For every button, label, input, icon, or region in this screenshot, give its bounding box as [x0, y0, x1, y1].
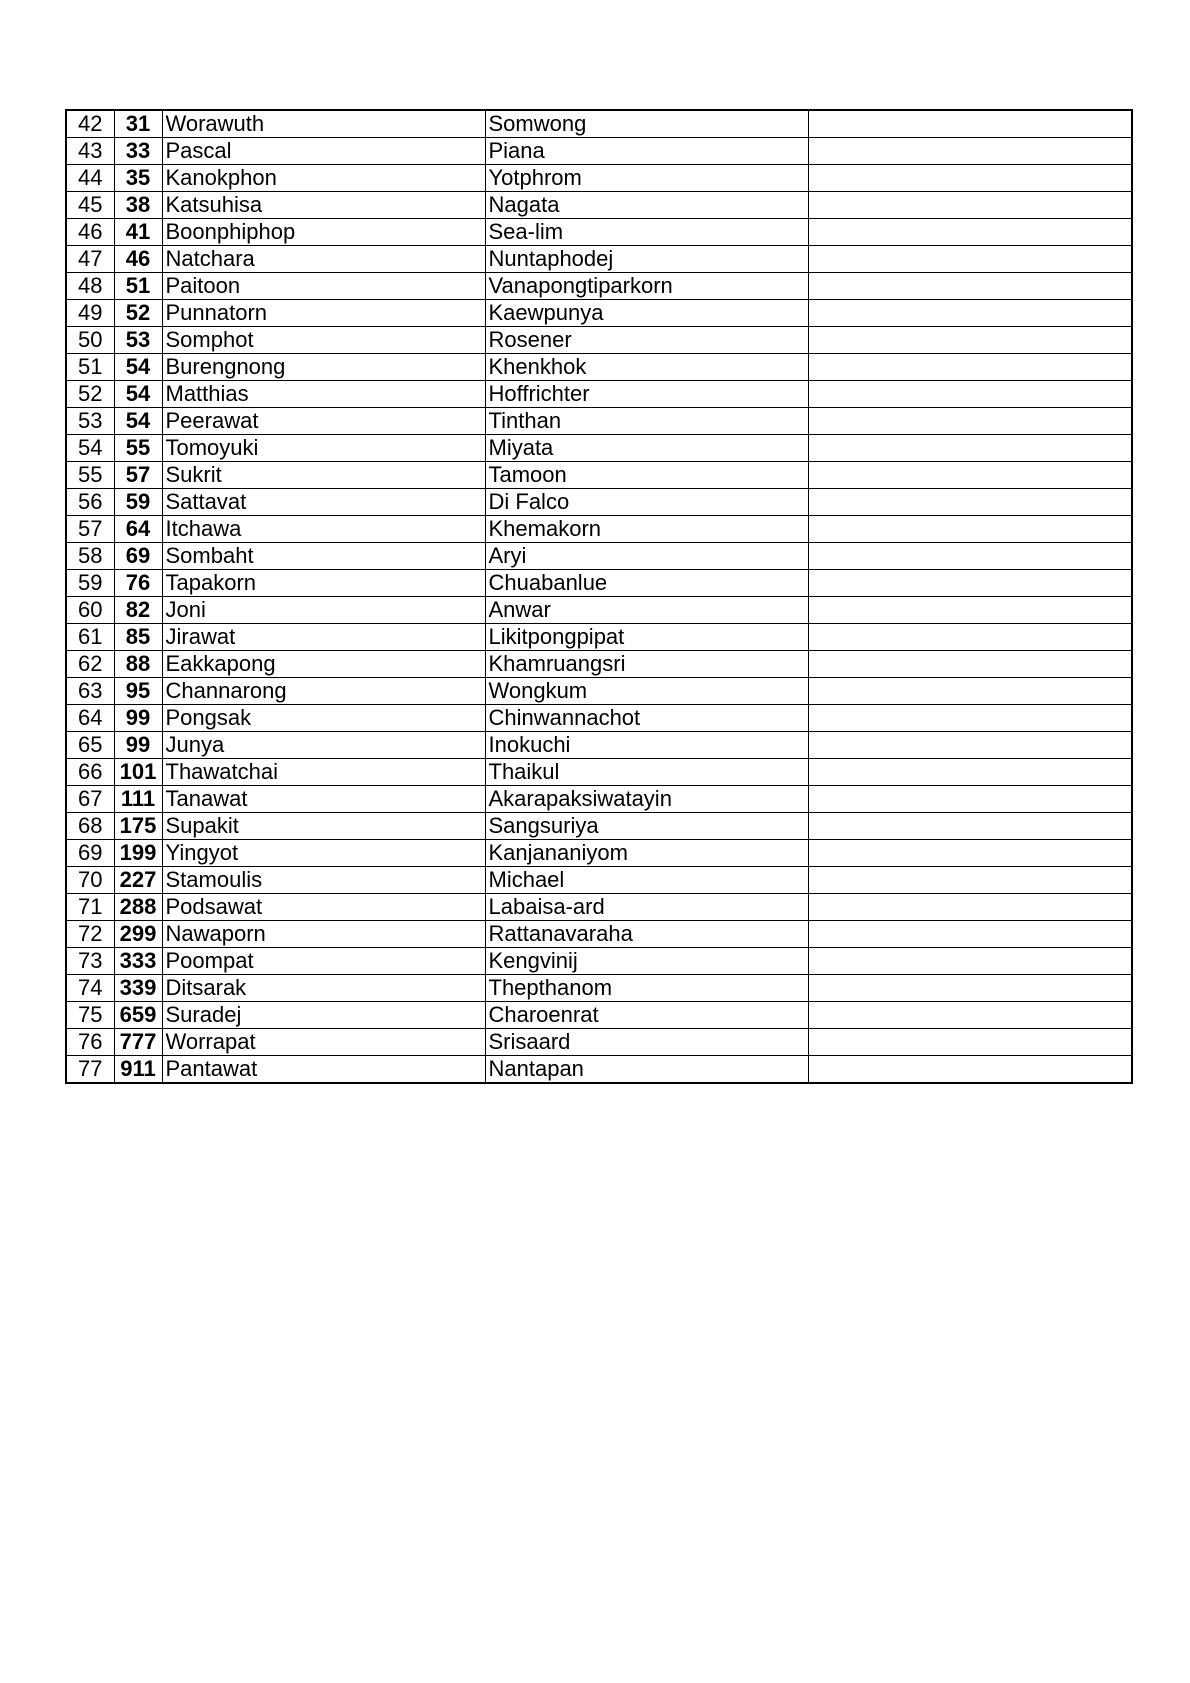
blank-cell [808, 489, 1132, 516]
table-row [66, 840, 1132, 867]
blank-cell [808, 192, 1132, 219]
blank-cell [808, 624, 1132, 651]
blank-cell [808, 543, 1132, 570]
last-name-cell: Aryi [485, 543, 808, 570]
table-row [66, 813, 1132, 840]
bib-number-cell: 35 [114, 165, 162, 192]
blank-cell [808, 327, 1132, 354]
bib-number-cell: 88 [114, 651, 162, 678]
blank-cell [808, 840, 1132, 867]
bib-number-cell: 339 [114, 975, 162, 1002]
blank-cell [808, 786, 1132, 813]
blank-cell [808, 435, 1132, 462]
first-name-cell: Eakkapong [162, 651, 485, 678]
first-name-cell: Worawuth [162, 110, 485, 138]
last-name-cell: Nuntaphodej [485, 246, 808, 273]
table-row [66, 651, 1132, 678]
blank-cell [808, 381, 1132, 408]
blank-cell [808, 678, 1132, 705]
last-name-cell: Anwar [485, 597, 808, 624]
table-row [66, 1029, 1132, 1056]
first-name-cell: Pongsak [162, 705, 485, 732]
table-row [66, 435, 1132, 462]
first-name-cell: Joni [162, 597, 485, 624]
first-name-cell: Somphot [162, 327, 485, 354]
table-row [66, 516, 1132, 543]
blank-cell [808, 300, 1132, 327]
first-name-cell: Suradej [162, 1002, 485, 1029]
last-name-cell: Yotphrom [485, 165, 808, 192]
bib-number-cell: 46 [114, 246, 162, 273]
table-row [66, 273, 1132, 300]
blank-cell [808, 1029, 1132, 1056]
row-number-cell: 73 [66, 948, 114, 975]
bib-number-cell: 333 [114, 948, 162, 975]
row-number-cell: 70 [66, 867, 114, 894]
table-row [66, 732, 1132, 759]
first-name-cell: Poompat [162, 948, 485, 975]
row-number-cell: 48 [66, 273, 114, 300]
bib-number-cell: 54 [114, 381, 162, 408]
last-name-cell: Hoffrichter [485, 381, 808, 408]
last-name-cell: Likitpongpipat [485, 624, 808, 651]
row-number-cell: 66 [66, 759, 114, 786]
row-number-cell: 47 [66, 246, 114, 273]
last-name-cell: Srisaard [485, 1029, 808, 1056]
table-row [66, 975, 1132, 1002]
table-row [66, 381, 1132, 408]
blank-cell [808, 921, 1132, 948]
table-row [66, 192, 1132, 219]
bib-number-cell: 777 [114, 1029, 162, 1056]
last-name-cell: Nagata [485, 192, 808, 219]
table-row [66, 624, 1132, 651]
last-name-cell: Piana [485, 138, 808, 165]
first-name-cell: Punnatorn [162, 300, 485, 327]
bib-number-cell: 99 [114, 732, 162, 759]
first-name-cell: Channarong [162, 678, 485, 705]
bib-number-cell: 288 [114, 894, 162, 921]
row-number-cell: 77 [66, 1056, 114, 1084]
table-row [66, 678, 1132, 705]
table-row [66, 1002, 1132, 1029]
bib-number-cell: 175 [114, 813, 162, 840]
first-name-cell: Jirawat [162, 624, 485, 651]
first-name-cell: Kanokphon [162, 165, 485, 192]
table-row [66, 300, 1132, 327]
row-number-cell: 51 [66, 354, 114, 381]
first-name-cell: Sattavat [162, 489, 485, 516]
row-number-cell: 71 [66, 894, 114, 921]
row-number-cell: 55 [66, 462, 114, 489]
first-name-cell: Peerawat [162, 408, 485, 435]
last-name-cell: Sea-lim [485, 219, 808, 246]
blank-cell [808, 1056, 1132, 1084]
bib-number-cell: 76 [114, 570, 162, 597]
blank-cell [808, 570, 1132, 597]
first-name-cell: Yingyot [162, 840, 485, 867]
bib-number-cell: 52 [114, 300, 162, 327]
roster-table [65, 109, 1133, 1084]
row-number-cell: 58 [66, 543, 114, 570]
bib-number-cell: 51 [114, 273, 162, 300]
blank-cell [808, 705, 1132, 732]
table-row [66, 165, 1132, 192]
table-row [66, 327, 1132, 354]
last-name-cell: Kengvinij [485, 948, 808, 975]
table-row [66, 1056, 1132, 1084]
blank-cell [808, 732, 1132, 759]
bib-number-cell: 659 [114, 1002, 162, 1029]
bib-number-cell: 64 [114, 516, 162, 543]
first-name-cell: Podsawat [162, 894, 485, 921]
first-name-cell: Itchawa [162, 516, 485, 543]
row-number-cell: 76 [66, 1029, 114, 1056]
last-name-cell: Kanjananiyom [485, 840, 808, 867]
first-name-cell: Stamoulis [162, 867, 485, 894]
bib-number-cell: 59 [114, 489, 162, 516]
bib-number-cell: 99 [114, 705, 162, 732]
last-name-cell: Labaisa-ard [485, 894, 808, 921]
last-name-cell: Khenkhok [485, 354, 808, 381]
blank-cell [808, 110, 1132, 138]
table-row [66, 921, 1132, 948]
first-name-cell: Katsuhisa [162, 192, 485, 219]
row-number-cell: 74 [66, 975, 114, 1002]
last-name-cell: Chuabanlue [485, 570, 808, 597]
last-name-cell: Sangsuriya [485, 813, 808, 840]
row-number-cell: 53 [66, 408, 114, 435]
table-row [66, 759, 1132, 786]
row-number-cell: 62 [66, 651, 114, 678]
blank-cell [808, 408, 1132, 435]
blank-cell [808, 867, 1132, 894]
bib-number-cell: 69 [114, 543, 162, 570]
bib-number-cell: 101 [114, 759, 162, 786]
last-name-cell: Nantapan [485, 1056, 808, 1084]
blank-cell [808, 948, 1132, 975]
blank-cell [808, 894, 1132, 921]
row-number-cell: 64 [66, 705, 114, 732]
row-number-cell: 59 [66, 570, 114, 597]
row-number-cell: 75 [66, 1002, 114, 1029]
table-row [66, 948, 1132, 975]
row-number-cell: 52 [66, 381, 114, 408]
first-name-cell: Tomoyuki [162, 435, 485, 462]
row-number-cell: 49 [66, 300, 114, 327]
table-row [66, 489, 1132, 516]
blank-cell [808, 1002, 1132, 1029]
last-name-cell: Somwong [485, 110, 808, 138]
last-name-cell: Thepthanom [485, 975, 808, 1002]
last-name-cell: Akarapaksiwatayin [485, 786, 808, 813]
first-name-cell: Sombaht [162, 543, 485, 570]
bib-number-cell: 911 [114, 1056, 162, 1084]
first-name-cell: Supakit [162, 813, 485, 840]
table-row [66, 246, 1132, 273]
last-name-cell: Rattanavaraha [485, 921, 808, 948]
first-name-cell: Pantawat [162, 1056, 485, 1084]
first-name-cell: Ditsarak [162, 975, 485, 1002]
first-name-cell: Tanawat [162, 786, 485, 813]
table-row [66, 462, 1132, 489]
bib-number-cell: 85 [114, 624, 162, 651]
row-number-cell: 67 [66, 786, 114, 813]
last-name-cell: Di Falco [485, 489, 808, 516]
row-number-cell: 44 [66, 165, 114, 192]
table-row [66, 543, 1132, 570]
table-row [66, 867, 1132, 894]
table-row [66, 570, 1132, 597]
first-name-cell: Worrapat [162, 1029, 485, 1056]
last-name-cell: Thaikul [485, 759, 808, 786]
row-number-cell: 61 [66, 624, 114, 651]
bib-number-cell: 95 [114, 678, 162, 705]
row-number-cell: 65 [66, 732, 114, 759]
blank-cell [808, 246, 1132, 273]
blank-cell [808, 813, 1132, 840]
last-name-cell: Khemakorn [485, 516, 808, 543]
bib-number-cell: 33 [114, 138, 162, 165]
bib-number-cell: 38 [114, 192, 162, 219]
blank-cell [808, 354, 1132, 381]
last-name-cell: Tinthan [485, 408, 808, 435]
blank-cell [808, 462, 1132, 489]
table-row [66, 408, 1132, 435]
row-number-cell: 68 [66, 813, 114, 840]
table-row [66, 110, 1132, 138]
bib-number-cell: 31 [114, 110, 162, 138]
last-name-cell: Chinwannachot [485, 705, 808, 732]
last-name-cell: Vanapongtiparkorn [485, 273, 808, 300]
last-name-cell: Charoenrat [485, 1002, 808, 1029]
table-row [66, 597, 1132, 624]
row-number-cell: 42 [66, 110, 114, 138]
bib-number-cell: 54 [114, 354, 162, 381]
table-row [66, 138, 1132, 165]
first-name-cell: Matthias [162, 381, 485, 408]
row-number-cell: 56 [66, 489, 114, 516]
bib-number-cell: 111 [114, 786, 162, 813]
first-name-cell: Nawaporn [162, 921, 485, 948]
table-row [66, 786, 1132, 813]
first-name-cell: Sukrit [162, 462, 485, 489]
last-name-cell: Inokuchi [485, 732, 808, 759]
row-number-cell: 46 [66, 219, 114, 246]
table-row [66, 219, 1132, 246]
bib-number-cell: 57 [114, 462, 162, 489]
bib-number-cell: 55 [114, 435, 162, 462]
last-name-cell: Wongkum [485, 678, 808, 705]
bib-number-cell: 53 [114, 327, 162, 354]
blank-cell [808, 975, 1132, 1002]
row-number-cell: 50 [66, 327, 114, 354]
first-name-cell: Junya [162, 732, 485, 759]
first-name-cell: Boonphiphop [162, 219, 485, 246]
bib-number-cell: 299 [114, 921, 162, 948]
blank-cell [808, 273, 1132, 300]
roster-table-body [66, 110, 1132, 1083]
table-row [66, 354, 1132, 381]
blank-cell [808, 219, 1132, 246]
last-name-cell: Miyata [485, 435, 808, 462]
blank-cell [808, 138, 1132, 165]
last-name-cell: Tamoon [485, 462, 808, 489]
last-name-cell: Michael [485, 867, 808, 894]
blank-cell [808, 516, 1132, 543]
row-number-cell: 69 [66, 840, 114, 867]
first-name-cell: Burengnong [162, 354, 485, 381]
last-name-cell: Rosener [485, 327, 808, 354]
last-name-cell: Khamruangsri [485, 651, 808, 678]
blank-cell [808, 759, 1132, 786]
bib-number-cell: 82 [114, 597, 162, 624]
blank-cell [808, 597, 1132, 624]
last-name-cell: Kaewpunya [485, 300, 808, 327]
row-number-cell: 54 [66, 435, 114, 462]
row-number-cell: 43 [66, 138, 114, 165]
row-number-cell: 60 [66, 597, 114, 624]
bib-number-cell: 41 [114, 219, 162, 246]
table-row [66, 705, 1132, 732]
blank-cell [808, 165, 1132, 192]
bib-number-cell: 199 [114, 840, 162, 867]
row-number-cell: 57 [66, 516, 114, 543]
row-number-cell: 63 [66, 678, 114, 705]
bib-number-cell: 54 [114, 408, 162, 435]
first-name-cell: Paitoon [162, 273, 485, 300]
first-name-cell: Tapakorn [162, 570, 485, 597]
first-name-cell: Natchara [162, 246, 485, 273]
first-name-cell: Thawatchai [162, 759, 485, 786]
bib-number-cell: 227 [114, 867, 162, 894]
row-number-cell: 45 [66, 192, 114, 219]
first-name-cell: Pascal [162, 138, 485, 165]
table-row [66, 894, 1132, 921]
blank-cell [808, 651, 1132, 678]
row-number-cell: 72 [66, 921, 114, 948]
